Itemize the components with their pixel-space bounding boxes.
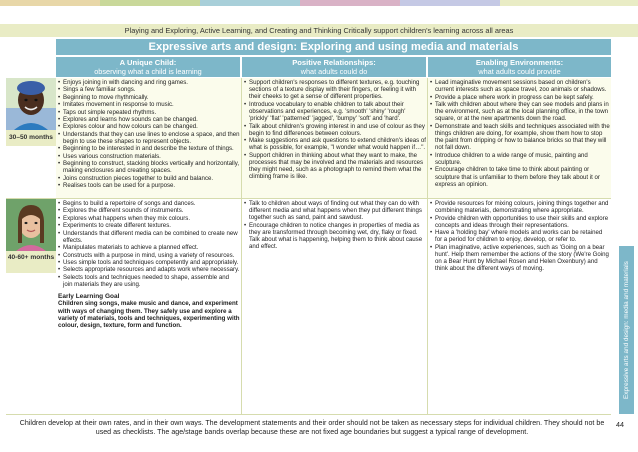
page-title: Expressive arts and design: Exploring and using media and materials xyxy=(56,39,611,55)
list-item: • Support children in thinking about what they want to make, the processes that may be involved and the materials and resources they might need, such as a photograph to remind them what the climbing frame is like. xyxy=(244,152,426,181)
list-item: • Introduce children to a wide range of music, painting and sculpture. xyxy=(430,152,611,166)
child-photo-1 xyxy=(6,78,56,130)
band-1-photo-column xyxy=(6,78,56,130)
footnote: Children develop at their own rates, and in their own ways. The development statements and their order should not be taken as necessary steps for individual children. They should not be used as checklists. The age/stage bands overlap because these are not fixed age boundaries but suggest a typical range of development. xyxy=(19,419,605,436)
section-side-tab: Expressive arts and design: media and materials xyxy=(619,246,634,414)
list-item: • Uses various construction materials. xyxy=(58,153,240,160)
band-1-positive-relationships xyxy=(244,79,426,197)
top-color-strip xyxy=(0,0,638,12)
list-item: • Manipulates materials to achieve a planned effect. xyxy=(58,244,240,251)
list-item: • Talk to children about ways of finding out what they can do with different media and what happens when they put different things together such as sand, paint and sawdust. xyxy=(244,200,426,222)
column-subheading: observing what a child is learning xyxy=(94,67,202,76)
list-item: • Provide a place where work in progress can be kept safely. xyxy=(430,94,611,101)
column-heading: A Unique Child: xyxy=(119,58,177,67)
column-heading: Positive Relationships: xyxy=(292,58,376,67)
provision-list xyxy=(430,79,611,188)
age-band-label: 40-60+ months xyxy=(6,251,56,273)
band-2-enabling-environments xyxy=(430,200,611,414)
list-item: • Imitates movement in response to music. xyxy=(58,101,240,108)
column-subheading: what adults could do xyxy=(300,67,368,76)
list-item: • Encourage children to notice changes in properties of media as they are transformed through becoming wet, dry, flaky or fixed. Talk about what is happening, helping them to think about cause and effect. xyxy=(244,222,426,251)
adult-actions-list xyxy=(244,79,426,181)
list-item: • Selects tools and techniques needed to shape, assemble and join materials they are using. xyxy=(58,274,240,288)
list-item: • Lead imaginative movement sessions based on children's current interests such as space travel, zoo animals or shadows. xyxy=(430,79,611,93)
band-2-positive-relationships xyxy=(244,200,426,414)
list-item: • Taps out simple repeated rhythms. xyxy=(58,109,240,116)
list-item: • Explores the different sounds of instruments. xyxy=(58,207,240,214)
list-item: • Make suggestions and ask questions to extend children's ideas of what is possible, for example, "I wonder what would happen if…". xyxy=(244,137,426,151)
band-2-photo-column xyxy=(6,199,56,251)
column-header-enabling-environments xyxy=(428,57,611,77)
list-item: • Talk about children's growing interest in and use of colour as they begin to find differences between colours. xyxy=(244,123,426,137)
observation-list xyxy=(58,79,240,189)
band-2-unique-child xyxy=(58,200,240,414)
list-item: • Introduce vocabulary to enable children to talk about their observations and experiences, e.g. 'smooth' 'shiny' 'rough' 'prickly' 'flat' 'patterned' 'jagged', 'bumpy' 'soft' and 'hard'. xyxy=(244,101,426,123)
list-item: • Constructs with a purpose in mind, using a variety of resources. xyxy=(58,252,240,259)
column-divider xyxy=(241,78,242,414)
band-1-enabling-environments xyxy=(430,79,611,197)
early-learning-goal-text: Children sing songs, make music and dance, and experiment with ways of changing them. They safely use and explore a variety of materials, tools and techniques, experimenting with colour, design, texture, form and function. xyxy=(58,300,240,330)
column-divider xyxy=(427,78,428,414)
list-item: • Experiments to create different textures. xyxy=(58,222,240,229)
row-divider xyxy=(6,414,611,415)
list-item: • Explores what happens when they mix colours. xyxy=(58,215,240,222)
list-item: • Plan imaginative, active experiences, such as 'Going on a bear hunt'. Help them remember the actions of the story (We're Going on a Bear Hunt by Michael Rosen and Helen Oxenbury) and think about the different ways of moving. xyxy=(430,244,611,273)
characteristics-banner: Playing and Exploring, Active Learning, and Creating and Thinking Critically support children's learning across all areas xyxy=(0,24,638,37)
list-item: • Talk with children about where they can see models and plans in the environment, such as at the local planning office, in the town square, or at the new apartments down the road. xyxy=(430,101,611,123)
list-item: • Explores colour and how colours can be changed. xyxy=(58,123,240,130)
list-item: • Enjoys joining in with dancing and ring games. xyxy=(58,79,240,86)
list-item: • Explores and learns how sounds can be changed. xyxy=(58,116,240,123)
age-band-label: 30–50 months xyxy=(6,130,56,146)
column-heading: Enabling Environments: xyxy=(475,58,564,67)
early-learning-goal-heading: Early Learning Goal xyxy=(58,293,120,301)
band-1-unique-child xyxy=(58,79,240,197)
list-item: • Sings a few familiar songs. xyxy=(58,86,240,93)
column-header-positive-relationships xyxy=(242,57,426,77)
list-item: • Understands that different media can be combined to create new effects. xyxy=(58,230,240,244)
list-item: • Uses simple tools and techniques competently and appropriately. xyxy=(58,259,240,266)
list-item: • Support children's responses to different textures, e.g. touching sections of a texture display with their fingers, or feeling it with their cheeks to get a sense of different properties. xyxy=(244,79,426,101)
list-item: • Beginning to move rhythmically. xyxy=(58,94,240,101)
provision-list xyxy=(430,200,611,273)
column-subheading: what adults could provide xyxy=(478,67,561,76)
list-item: • Joins construction pieces together to build and balance. xyxy=(58,175,240,182)
row-divider xyxy=(6,198,611,199)
page-number: 44 xyxy=(616,420,624,429)
adult-actions-list xyxy=(244,200,426,251)
list-item: • Beginning to construct, stacking blocks vertically and horizontally, making enclosures and creating spaces. xyxy=(58,160,240,174)
child-photo-2 xyxy=(6,199,56,251)
list-item: • Provide children with opportunities to use their skills and explore concepts and ideas through their representations. xyxy=(430,215,611,229)
list-item: • Demonstrate and teach skills and techniques associated with the things children are doing, for example, show them how to stop the paint from dripping or how to balance bricks so that they will not fall down. xyxy=(430,123,611,152)
list-item: • Beginning to be interested in and describe the texture of things. xyxy=(58,145,240,152)
list-item: • Realises tools can be used for a purpose. xyxy=(58,182,240,189)
list-item: • Begins to build a repertoire of songs and dances. xyxy=(58,200,240,207)
list-item: • Understands that they can use lines to enclose a space, and then begin to use these shapes to represent objects. xyxy=(58,131,240,145)
observation-list xyxy=(58,200,240,288)
list-item: • Have a 'holding bay' where models and works can be retained for a period for children to enjoy, develop, or refer to. xyxy=(430,229,611,243)
column-header-unique-child xyxy=(56,57,240,77)
list-item: • Encourage children to take time to think about painting or sculpture that is unfamiliar to them before they talk about it or express an opinion. xyxy=(430,166,611,188)
list-item: • Provide resources for mixing colours, joining things together and combining materials, demonstrating where appropriate. xyxy=(430,200,611,214)
list-item: • Selects appropriate resources and adapts work where necessary. xyxy=(58,266,240,273)
